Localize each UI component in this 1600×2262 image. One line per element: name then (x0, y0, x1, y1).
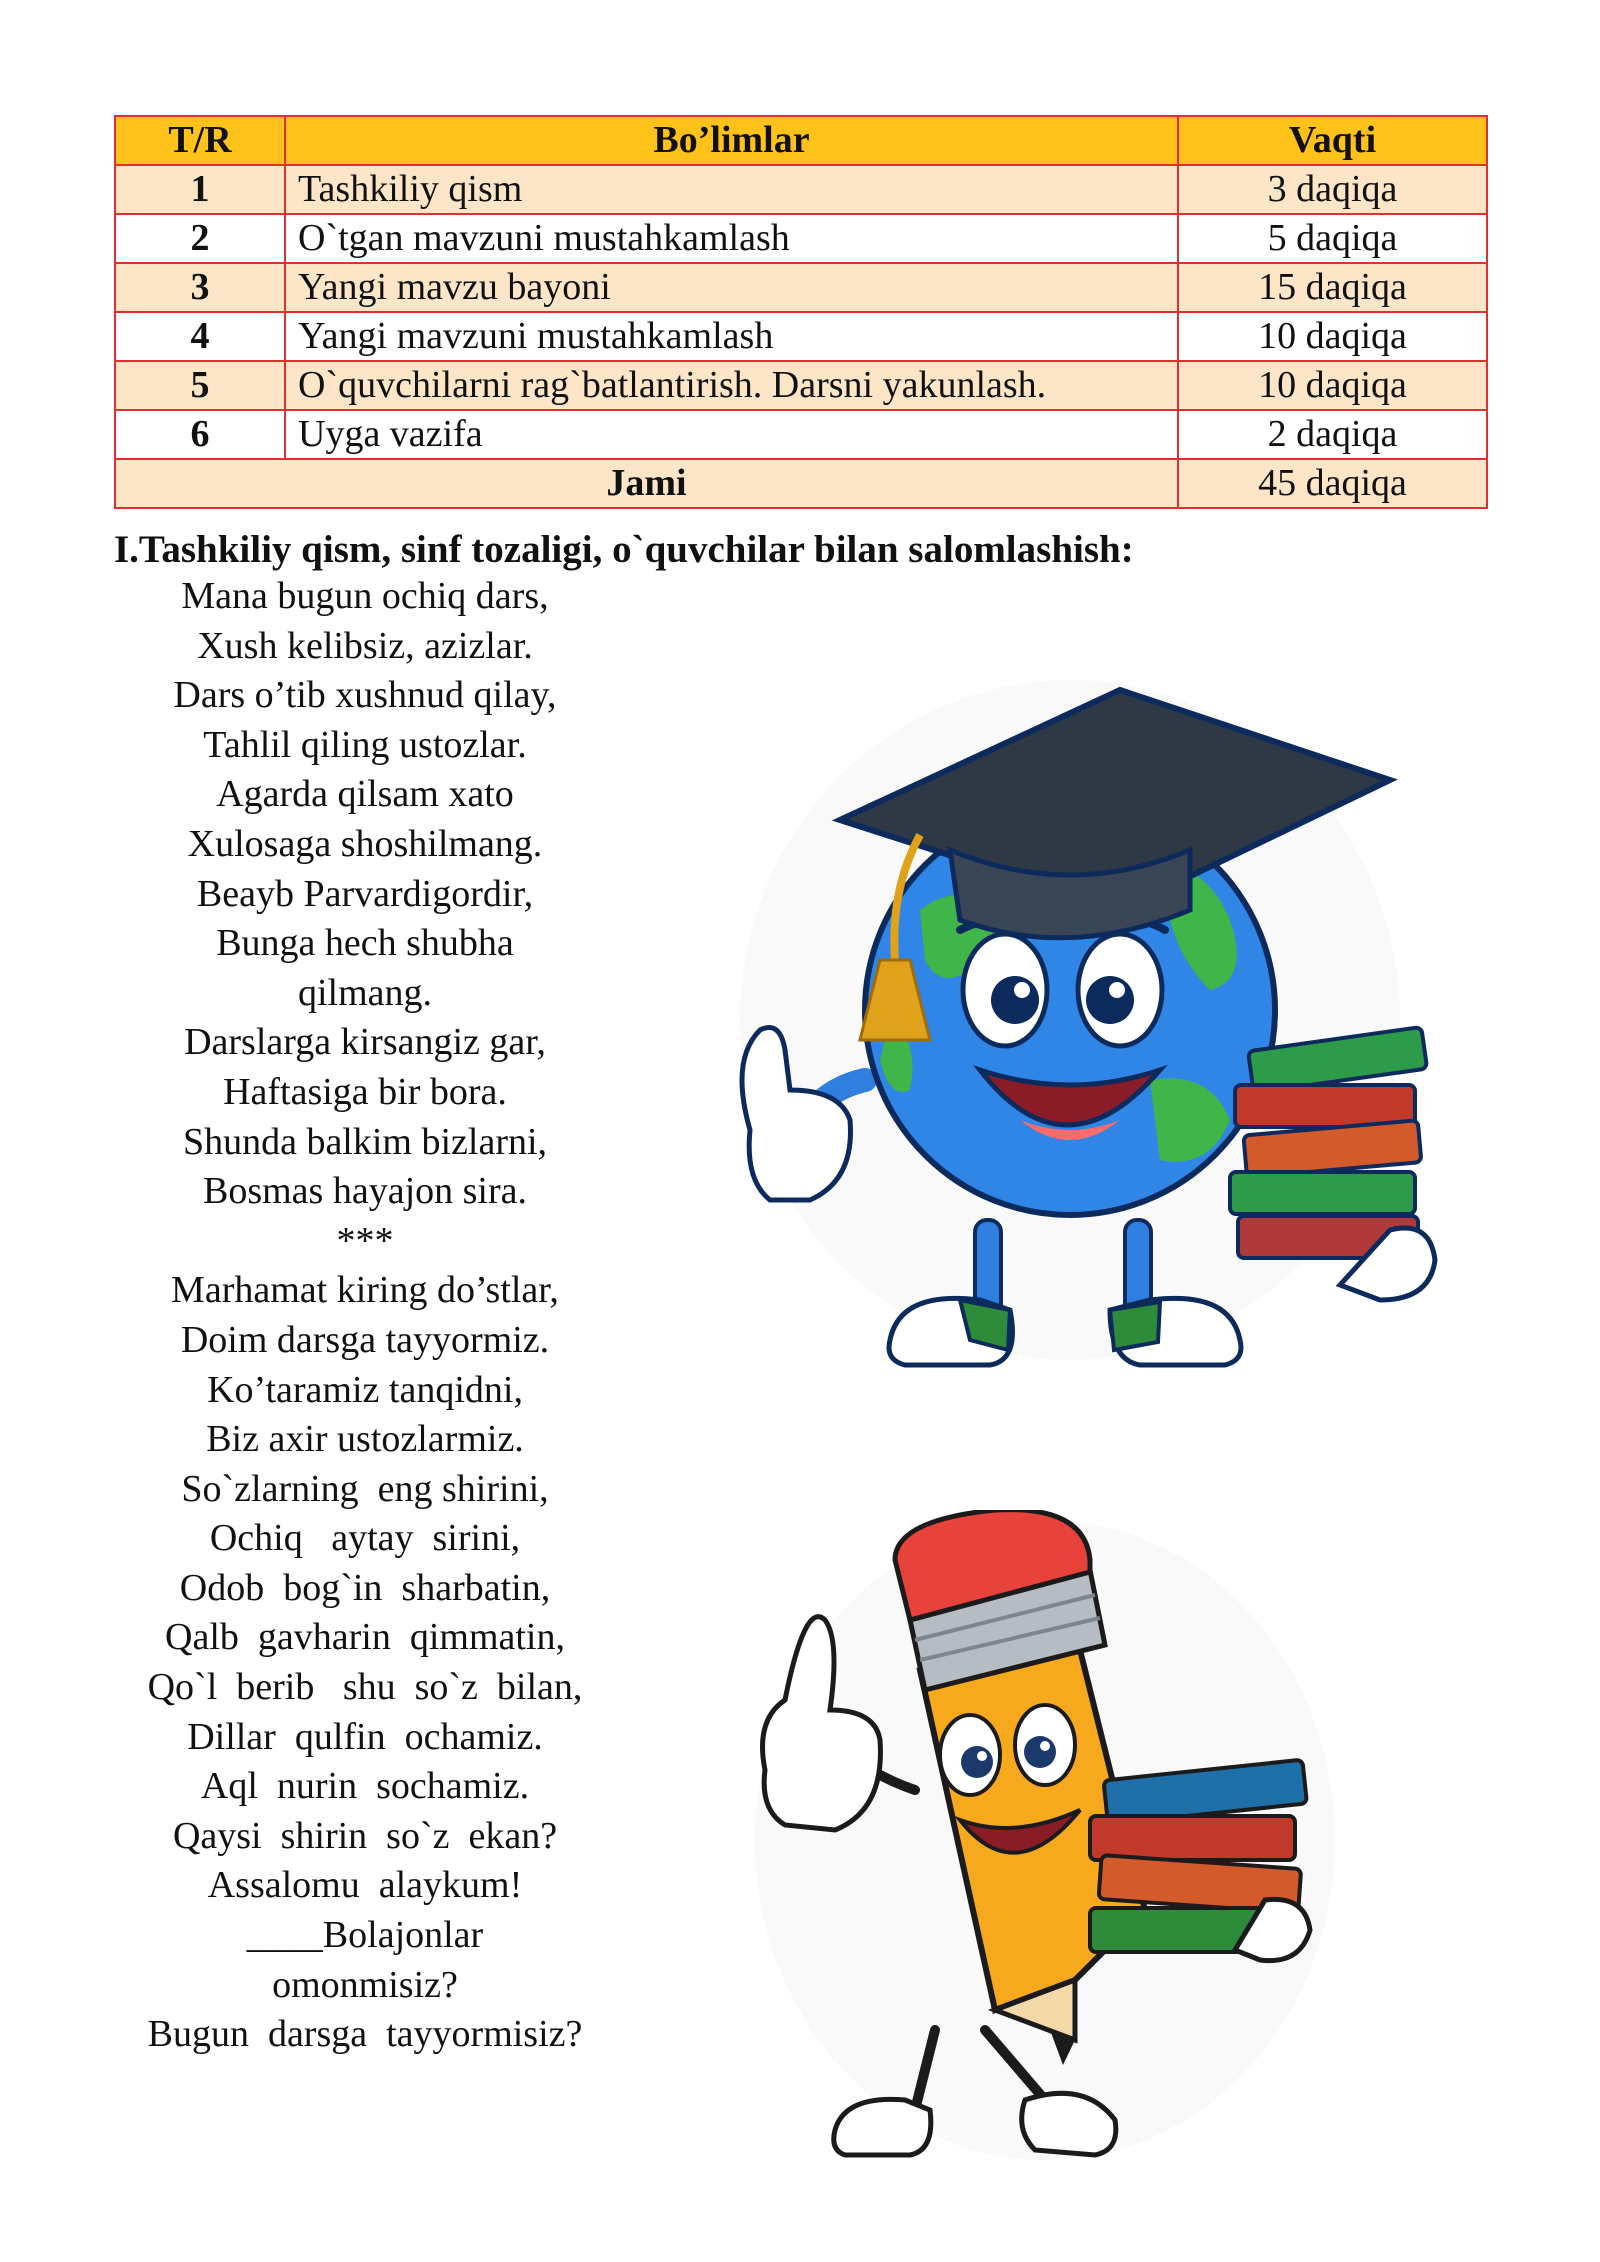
header-time: Vaqti (1178, 116, 1487, 165)
poem-line: omonmisiz? (272, 1963, 458, 2006)
poem-line: Ko’taramiz tanqidni, (207, 1368, 523, 1411)
poem-line: Bosmas hayajon sira. (202, 1170, 527, 1213)
poem-line: qilmang. (297, 971, 433, 1014)
poem-line: Qalb gavharin qimmatin, (165, 1616, 565, 1659)
table-row (115, 214, 1487, 263)
poem-line: Darslarga kirsangiz gar, (184, 1021, 546, 1064)
poem-line: Xush kelibsiz, azizlar. (197, 624, 533, 667)
poem-line: Biz axir ustozlarmiz. (206, 1418, 524, 1461)
poem-line: Haftasiga bir bora. (223, 1070, 507, 1113)
poem-line: ____Bolajonlar (246, 1914, 484, 1957)
poem-line: Bugun darsga tayyormisiz? (147, 2013, 583, 2056)
header-sections: Bo’limlar (285, 116, 1178, 165)
row-time: 10 daqiqa (1178, 361, 1487, 410)
row-section: Yangi mavzuni mustahkamlash (285, 312, 1178, 361)
row-number: 1 (115, 165, 285, 214)
poem-line: Mana bugun ochiq dars, (181, 575, 549, 617)
lesson-plan-table (114, 115, 1488, 509)
table-header-row (115, 116, 1487, 165)
row-time: 3 daqiqa (1178, 165, 1487, 214)
row-time: 15 daqiqa (1178, 263, 1487, 312)
row-section: Tashkiliy qism (285, 165, 1178, 214)
table-row (115, 410, 1487, 459)
row-section: Yangi mavzu bayoni (285, 263, 1178, 312)
section-heading: I.Tashkiliy qism, sinf tozaligi, o`quvchilar bilan salomlashish: (114, 528, 1134, 571)
poem-line: So`zlarning eng shirini, (181, 1467, 549, 1510)
row-number: 3 (115, 263, 285, 312)
poem-line: Odob bog`in sharbatin, (179, 1566, 551, 1609)
row-number: 4 (115, 312, 285, 361)
poem-line: Beayb Parvardigordir, (196, 872, 534, 915)
poem-line: Assalomu alaykum! (207, 1864, 523, 1907)
header-number: T/R (115, 116, 285, 165)
poem-line: Xulosaga shoshilmang. (187, 822, 543, 865)
table-row (115, 361, 1487, 410)
row-number: 2 (115, 214, 285, 263)
row-time: 2 daqiqa (1178, 410, 1487, 459)
total-time: 45 daqiqa (1178, 459, 1487, 508)
poem-line: Qo`l berib shu so`z bilan, (147, 1666, 583, 1709)
row-number: 5 (115, 361, 285, 410)
table-row (115, 263, 1487, 312)
greeting-poem (95, 572, 635, 2060)
row-time: 5 daqiqa (1178, 214, 1487, 263)
pencil-mascot-icon (745, 1510, 1365, 2170)
row-time: 10 daqiqa (1178, 312, 1487, 361)
poem-line: Shunda balkim bizlarni, (182, 1120, 548, 1163)
row-section: Uyga vazifa (285, 410, 1178, 459)
table-row (115, 165, 1487, 214)
poem-line: Dars o’tib xushnud qilay, (173, 674, 557, 717)
table-total-row (115, 459, 1487, 508)
poem-line: Doim darsga tayyormiz. (180, 1318, 550, 1361)
poem-line: Tahlil qiling ustozlar. (203, 723, 527, 766)
row-section: O`quvchilarni rag`batlantirish. Darsni yakunlash. (285, 361, 1178, 410)
poem-line: Bunga hech shubha (216, 922, 514, 965)
poem-line: Agarda qilsam xato (216, 773, 514, 816)
row-section: O`tgan mavzuni mustahkamlash (285, 214, 1178, 263)
poem-line: Marhamat kiring do’stlar, (171, 1269, 559, 1312)
poem-separator: *** (336, 1219, 394, 1262)
globe-mascot-icon (690, 660, 1450, 1420)
poem-line: Aql nurin sochamiz. (200, 1765, 530, 1808)
row-number: 6 (115, 410, 285, 459)
table-row (115, 312, 1487, 361)
poem-line: Dillar qulfin ochamiz. (187, 1715, 543, 1758)
poem-line: Ochiq aytay sirini, (209, 1517, 521, 1560)
poem-line: Qaysi shirin so`z ekan? (172, 1814, 558, 1857)
total-label: Jami (115, 459, 1178, 508)
